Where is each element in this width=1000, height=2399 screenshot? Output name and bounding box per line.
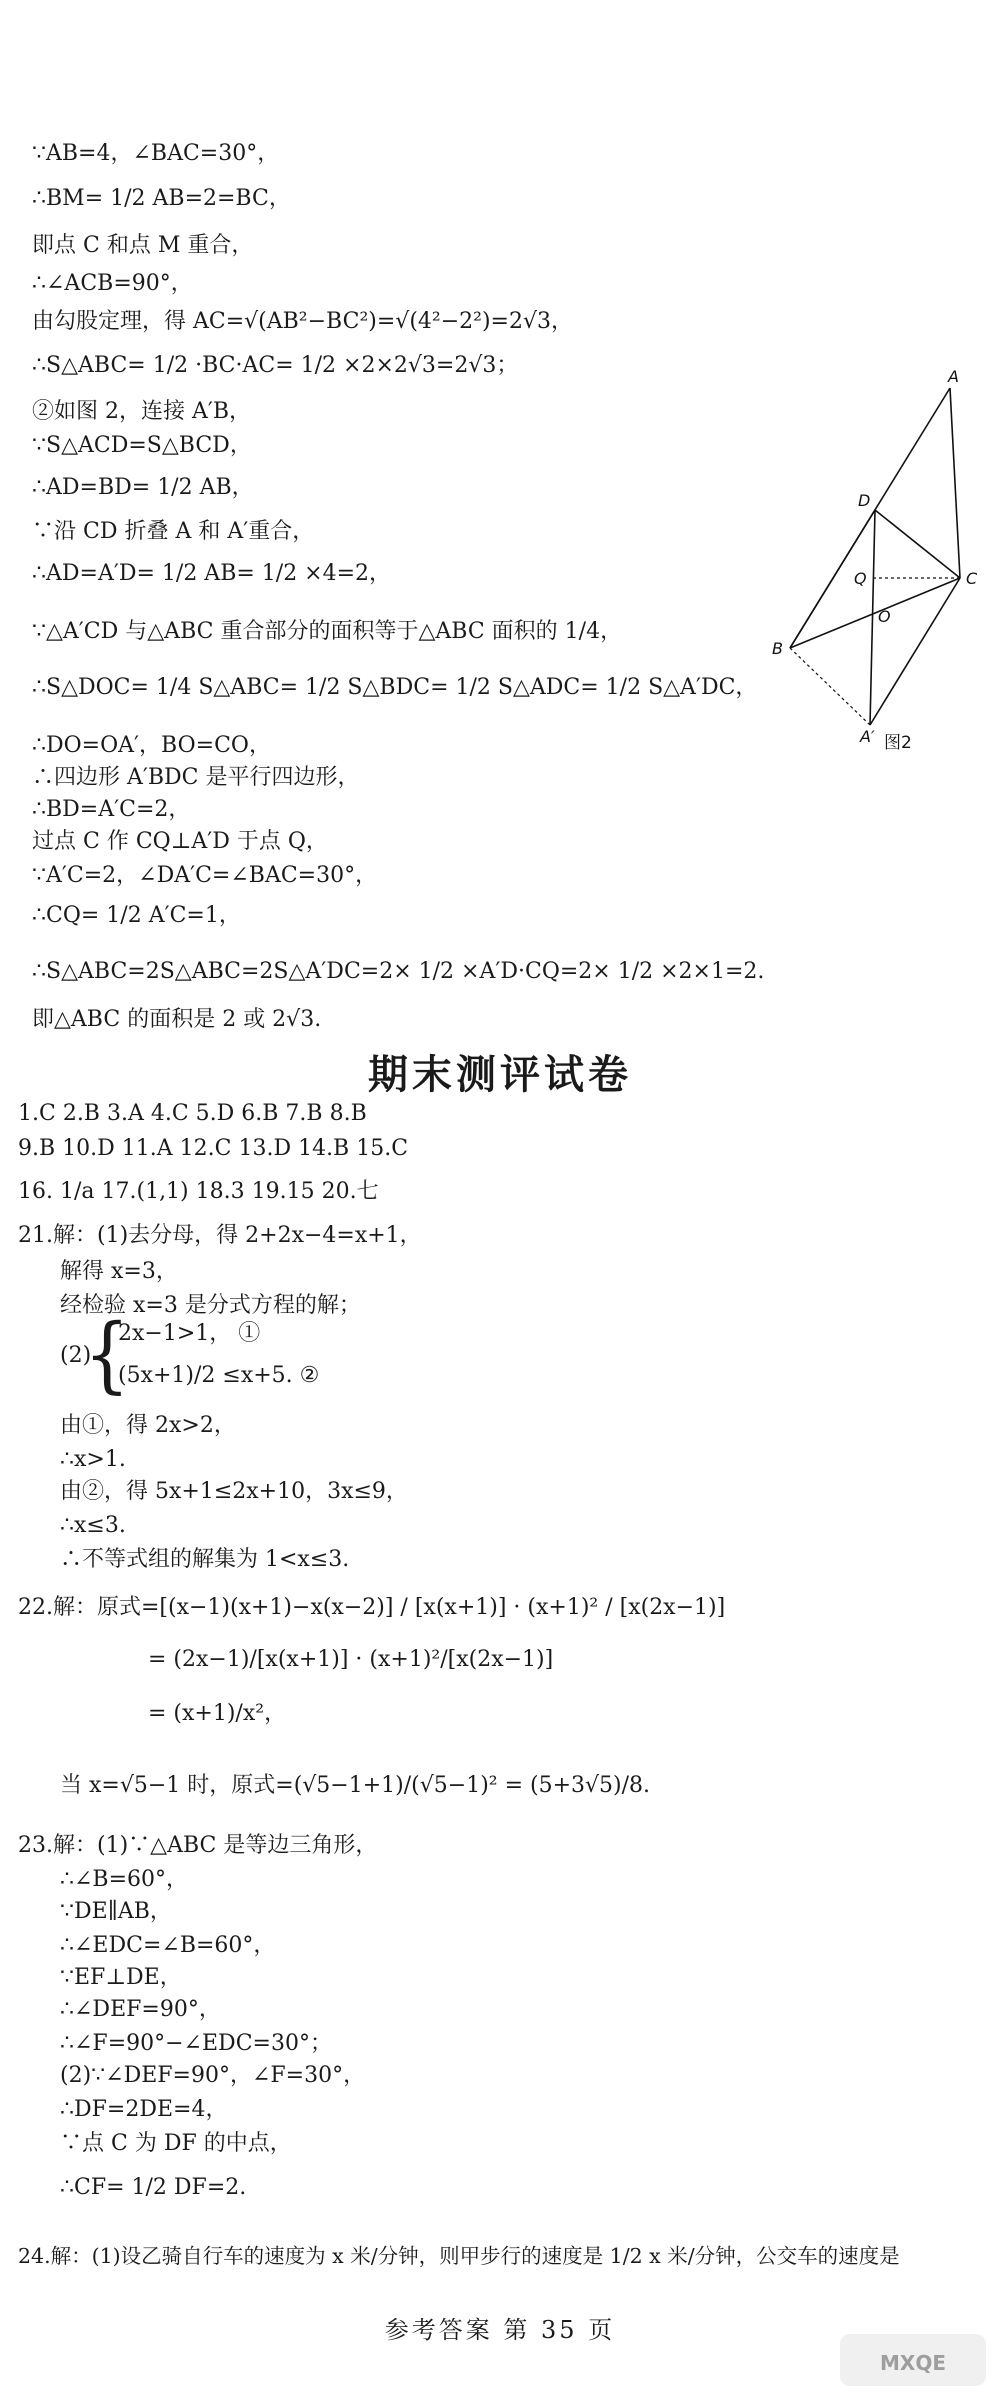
- answer-line: 当 x=√5−1 时，原式=(√5−1+1)/(√5−1)² = (5+3√5)/8.: [60, 1773, 651, 1798]
- section-heading: 期末测评试卷: [368, 1052, 632, 1098]
- text-line: 由勾股定理，得 AC=√(AB²−BC²)=√(4²−2²)=2√3，: [32, 309, 573, 334]
- text-line: ∵△A′CD 与△ABC 重合部分的面积等于△ABC 面积的 1/4，: [32, 619, 623, 644]
- answer-line: 经检验 x=3 是分式方程的解；: [60, 1293, 361, 1318]
- answer-line: ∴∠EDC=∠B=60°，: [60, 1933, 276, 1958]
- label-O: O: [878, 607, 891, 626]
- text-line: ∴BD=A′C=2，: [32, 797, 191, 822]
- text-line: 即△ABC 的面积是 2 或 2√3.: [32, 1007, 322, 1032]
- figure-caption: 图2: [884, 733, 912, 753]
- answer-line: ∴∠B=60°，: [60, 1867, 189, 1892]
- text-line: ∴S△ABC=2S△ABC=2S△A′DC=2× 1/2 ×A′D·CQ=2× 1/2 ×2×1=2.: [32, 959, 765, 984]
- text-line: 过点 C 作 CQ⊥A′D 于点 Q，: [32, 829, 328, 854]
- answer-line: ∵DE∥AB，: [60, 1899, 172, 1924]
- page-footer: 参考答案 第 35 页: [384, 2316, 616, 2344]
- label-C: C: [966, 569, 978, 588]
- geometry-figure: [770, 370, 990, 760]
- answer-line: ∴CF= 1/2 DF=2.: [60, 2175, 247, 2200]
- label-A: A: [948, 370, 959, 386]
- answer-line: (2)∵∠DEF=90°，∠F=30°，: [60, 2063, 366, 2088]
- answer-line: 23.解：(1)∵△ABC 是等边三角形，: [18, 1833, 378, 1858]
- answer-line: = (x+1)/x²，: [148, 1701, 287, 1726]
- answer-line: = (2x−1)/[x(x+1)] · (x+1)²/[x(2x−1)]: [148, 1647, 554, 1672]
- answer-line: 1.C 2.B 3.A 4.C 5.D 6.B 7.B 8.B: [18, 1101, 367, 1126]
- text-line: ∴BM= 1/2 AB=2=BC，: [32, 186, 291, 211]
- answer-line: ∴不等式组的解集为 1<x≤3.: [60, 1547, 350, 1572]
- text-line: ∴四边形 A′BDC 是平行四边形，: [32, 765, 360, 790]
- answer-line: 由②，得 5x+1≤2x+10，3x≤9，: [60, 1479, 408, 1504]
- text-line: ∴S△ABC= 1/2 ·BC·AC= 1/2 ×2×2√3=2√3；: [32, 353, 519, 378]
- text-line: ∴AD=A′D= 1/2 AB= 1/2 ×4=2，: [32, 561, 392, 586]
- answer-line: 24.解：(1)设乙骑自行车的速度为 x 米/分钟，则甲步行的速度是 1/2 x 米/分钟，公交车的速度是: [18, 2244, 900, 2268]
- answer-line: 由①，得 2x>2，: [60, 1413, 236, 1438]
- answer-line: 解得 x=3，: [60, 1259, 178, 1284]
- system-brace: {: [84, 1305, 130, 1403]
- text-line: ∴CQ= 1/2 A′C=1，: [32, 903, 241, 928]
- answer-line: 16. 1/a 17.(1,1) 18.3 19.15 20.七: [18, 1179, 379, 1204]
- svg-text:MXQE: MXQE: [880, 2351, 946, 2375]
- answer-line: ∵EF⊥DE，: [60, 1965, 182, 1990]
- text-line: 即点 C 和点 M 重合，: [32, 233, 254, 258]
- answer-line: (2): [60, 1343, 92, 1368]
- label-Q: Q: [854, 569, 867, 588]
- text-line: ∵AB=4，∠BAC=30°，: [32, 141, 280, 166]
- answer-line: ∴x≤3.: [60, 1513, 126, 1538]
- text-line: ∴AD=BD= 1/2 AB，: [32, 475, 254, 500]
- answer-line: ∴∠F=90°−∠EDC=30°；: [60, 2031, 332, 2056]
- text-line: ∵S△ACD=S△BCD，: [32, 433, 252, 458]
- figure-2-svg: [770, 370, 990, 760]
- text-line: ∵沿 CD 折叠 A 和 A′重合，: [32, 519, 315, 544]
- answer-line: (5x+1)/2 ≤x+5. ②: [118, 1363, 320, 1388]
- label-A-prime: A′: [860, 727, 875, 746]
- label-D: D: [858, 491, 871, 510]
- answer-line: 22.解：原式=[(x−1)(x+1)−x(x−2)] / [x(x+1)] · (x+1)² / [x(2x−1)]: [18, 1595, 726, 1620]
- text-line: ∴∠ACB=90°，: [32, 271, 193, 296]
- answer-line: ∴DF=2DE=4，: [60, 2097, 228, 2122]
- text-line: ∴DO=OA′，BO=CO，: [32, 733, 271, 758]
- answer-line: ∵点 C 为 DF 的中点，: [60, 2131, 292, 2156]
- answer-line: ∴∠DEF=90°，: [60, 1997, 221, 2022]
- text-line: ②如图 2，连接 A′B，: [32, 399, 252, 424]
- text-line: ∵A′C=2，∠DA′C=∠BAC=30°，: [32, 863, 378, 888]
- answer-line: 21.解：(1)去分母，得 2+2x−4=x+1，: [18, 1223, 422, 1248]
- watermark-logo: [838, 2330, 988, 2390]
- label-B: B: [772, 639, 783, 658]
- answer-line: 2x−1>1， ①: [118, 1321, 261, 1346]
- text-line: ∴S△DOC= 1/4 S△ABC= 1/2 S△BDC= 1/2 S△ADC= 1/2 S△A′DC，: [32, 675, 758, 700]
- answer-line: 9.B 10.D 11.A 12.C 13.D 14.B 15.C: [18, 1136, 409, 1161]
- answer-line: ∴x>1.: [60, 1447, 126, 1472]
